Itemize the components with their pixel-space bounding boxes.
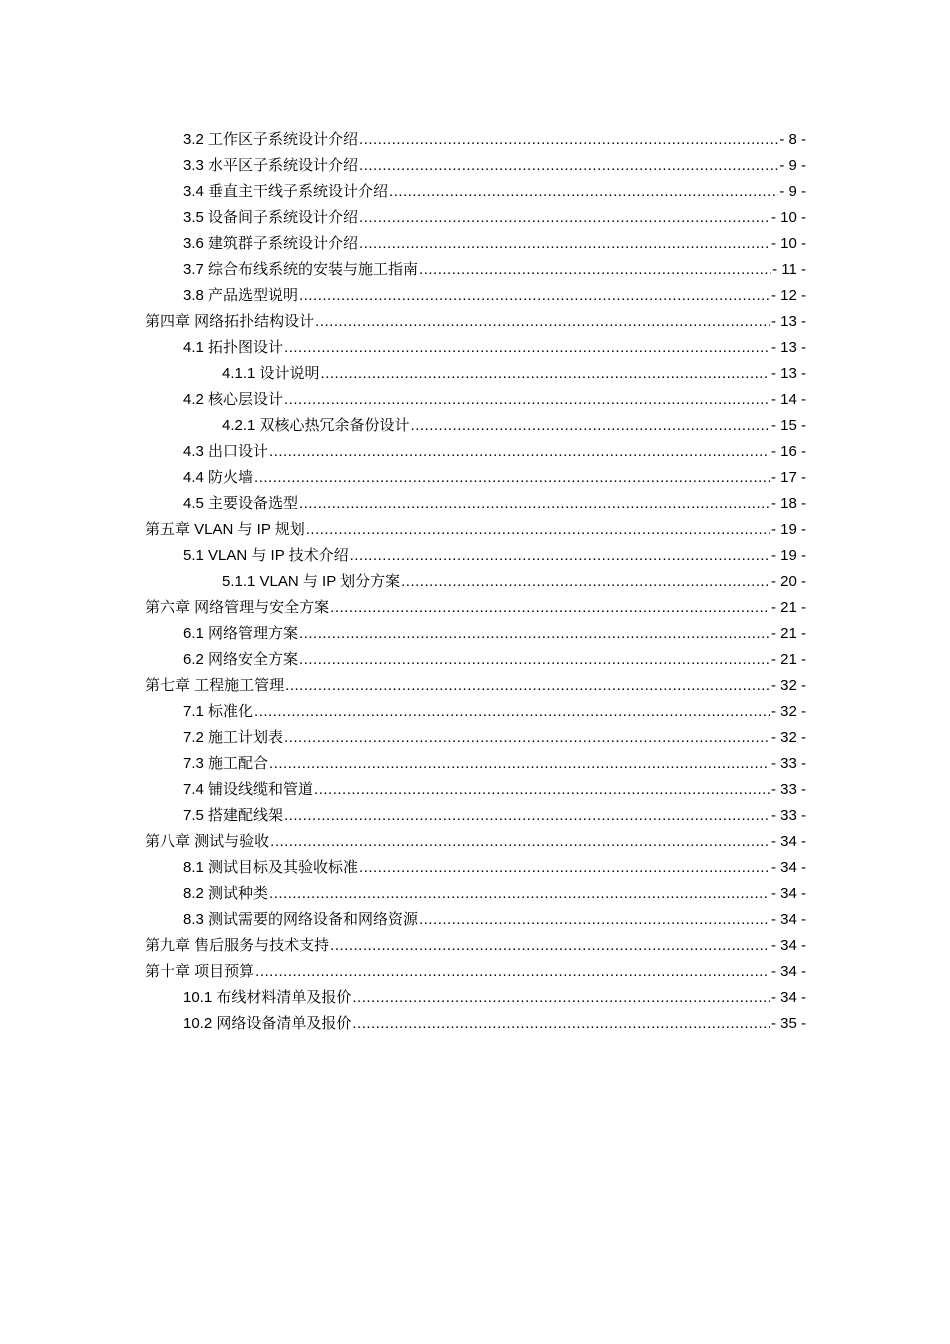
toc-entry-title: 4.4 防火墙 <box>183 469 254 486</box>
toc-entry[interactable] <box>145 543 806 569</box>
toc-entry[interactable] <box>145 959 806 985</box>
toc-entry-title: 3.5 设备间子系统设计介绍 <box>183 209 359 226</box>
toc-entry-title: 4.2.1 双核心热冗余备份设计 <box>222 417 410 434</box>
toc-entry[interactable] <box>145 595 806 621</box>
toc-entry-title: 3.3 水平区子系统设计介绍 <box>183 157 359 174</box>
toc-entry-page-number: - 19 - <box>770 521 806 538</box>
toc-entry-page-number: - 34 - <box>770 911 806 928</box>
toc-entry-title: 8.2 测试种类 <box>183 885 269 902</box>
toc-entry-page-number: - 34 - <box>770 937 806 954</box>
toc-dot-leader <box>352 1011 770 1037</box>
toc-entry-title: 第十章 项目预算 <box>145 963 255 980</box>
toc-dot-leader <box>299 491 770 517</box>
toc-entry-page-number: - 20 - <box>770 573 806 590</box>
toc-entry-title: 3.4 垂直主干线子系统设计介绍 <box>183 183 389 200</box>
toc-entry[interactable] <box>145 881 806 907</box>
toc-entry-title: 4.2 核心层设计 <box>183 391 284 408</box>
toc-entry[interactable] <box>145 933 806 959</box>
toc-entry-title: 第九章 售后服务与技术支持 <box>145 937 330 954</box>
toc-entry-title: 5.1.1 VLAN 与 IP 划分方案 <box>222 573 401 590</box>
toc-entry[interactable] <box>145 803 806 829</box>
toc-entry-page-number: - 12 - <box>770 287 806 304</box>
toc-entry[interactable] <box>145 699 806 725</box>
toc-dot-leader <box>254 465 770 491</box>
toc-entry[interactable] <box>145 413 806 439</box>
toc-entry[interactable] <box>145 387 806 413</box>
toc-dot-leader <box>254 699 770 725</box>
toc-dot-leader <box>419 257 771 283</box>
toc-dot-leader <box>299 647 770 673</box>
toc-entry[interactable] <box>145 153 806 179</box>
toc-entry-title: 第四章 网络拓扑结构设计 <box>145 313 315 330</box>
toc-entry-title: 7.3 施工配合 <box>183 755 269 772</box>
toc-entry-title: 5.1 VLAN 与 IP 技术介绍 <box>183 547 349 564</box>
toc-entry-title: 3.6 建筑群子系统设计介绍 <box>183 235 359 252</box>
toc-entry[interactable] <box>145 439 806 465</box>
toc-dot-leader <box>315 309 770 335</box>
toc-entry-title: 10.2 网络设备清单及报价 <box>183 1015 352 1032</box>
toc-entry-page-number: - 32 - <box>770 677 806 694</box>
toc-entry[interactable] <box>145 751 806 777</box>
toc-entry[interactable] <box>145 907 806 933</box>
toc-entry-page-number: - 33 - <box>770 755 806 772</box>
toc-entry-title: 第五章 VLAN 与 IP 规划 <box>145 521 305 538</box>
toc-entry[interactable] <box>145 985 806 1011</box>
toc-entry-title: 10.1 布线材料清单及报价 <box>183 989 352 1006</box>
toc-entry-title: 3.2 工作区子系统设计介绍 <box>183 131 359 148</box>
toc-entry-page-number: - 16 - <box>770 443 806 460</box>
toc-dot-leader <box>401 569 770 595</box>
toc-entry-page-number: - 33 - <box>770 807 806 824</box>
toc-entry-page-number: - 10 - <box>770 209 806 226</box>
toc-dot-leader <box>284 387 770 413</box>
toc-entry-title: 8.1 测试目标及其验收标准 <box>183 859 359 876</box>
toc-dot-leader <box>411 413 770 439</box>
toc-dot-leader <box>359 153 778 179</box>
toc-entry[interactable] <box>145 647 806 673</box>
toc-entry[interactable] <box>145 621 806 647</box>
toc-dot-leader <box>269 439 770 465</box>
toc-entry-page-number: - 34 - <box>770 989 806 1006</box>
toc-dot-leader <box>284 803 770 829</box>
toc-entry-page-number: - 34 - <box>770 963 806 980</box>
toc-entry-title: 6.1 网络管理方案 <box>183 625 299 642</box>
toc-entry[interactable] <box>145 361 806 387</box>
toc-entry[interactable] <box>145 257 806 283</box>
toc-entry-page-number: - 33 - <box>770 781 806 798</box>
toc-entry-page-number: - 14 - <box>770 391 806 408</box>
toc-entry-title: 7.5 搭建配线架 <box>183 807 284 824</box>
toc-dot-leader <box>284 725 770 751</box>
toc-dot-leader <box>330 595 770 621</box>
toc-dot-leader <box>299 621 770 647</box>
toc-entry[interactable] <box>145 283 806 309</box>
toc-entry-page-number: - 34 - <box>770 833 806 850</box>
table-of-contents <box>145 127 806 1037</box>
toc-entry[interactable] <box>145 855 806 881</box>
toc-entry-page-number: - 15 - <box>770 417 806 434</box>
toc-dot-leader <box>359 205 770 231</box>
toc-dot-leader <box>389 179 778 205</box>
toc-dot-leader <box>270 829 770 855</box>
toc-dot-leader <box>314 777 770 803</box>
toc-entry-page-number: - 32 - <box>770 703 806 720</box>
toc-entry-page-number: - 13 - <box>770 365 806 382</box>
toc-entry-title: 7.1 标准化 <box>183 703 254 720</box>
toc-entry[interactable] <box>145 725 806 751</box>
toc-entry[interactable] <box>145 1011 806 1037</box>
toc-entry-title: 7.2 施工计划表 <box>183 729 284 746</box>
toc-dot-leader <box>284 335 770 361</box>
toc-entry-page-number: - 13 - <box>770 313 806 330</box>
toc-entry[interactable] <box>145 127 806 153</box>
toc-dot-leader <box>330 933 770 959</box>
toc-entry-title: 6.2 网络安全方案 <box>183 651 299 668</box>
toc-dot-leader <box>255 959 770 985</box>
toc-entry-title: 4.3 出口设计 <box>183 443 269 460</box>
toc-entry[interactable] <box>145 673 806 699</box>
toc-dot-leader <box>321 361 770 387</box>
toc-entry-page-number: - 21 - <box>770 651 806 668</box>
toc-entry-page-number: - 34 - <box>770 859 806 876</box>
toc-entry-page-number: - 21 - <box>770 625 806 642</box>
toc-entry-page-number: - 17 - <box>770 469 806 486</box>
toc-dot-leader <box>359 855 770 881</box>
toc-dot-leader <box>359 231 770 257</box>
toc-dot-leader <box>269 881 770 907</box>
toc-entry-page-number: - 8 - <box>779 131 806 148</box>
toc-entry-title: 4.1 拓扑图设计 <box>183 339 284 356</box>
toc-entry[interactable] <box>145 179 806 205</box>
toc-entry-page-number: - 13 - <box>770 339 806 356</box>
toc-entry[interactable] <box>145 465 806 491</box>
toc-entry-page-number: - 9 - <box>779 183 806 200</box>
toc-dot-leader <box>350 543 770 569</box>
toc-entry[interactable] <box>145 569 806 595</box>
toc-dot-leader <box>306 517 770 543</box>
toc-entry-page-number: - 19 - <box>770 547 806 564</box>
toc-entry-page-number: - 35 - <box>770 1015 806 1032</box>
toc-dot-leader <box>269 751 770 777</box>
toc-entry[interactable] <box>145 205 806 231</box>
toc-entry[interactable] <box>145 491 806 517</box>
toc-entry-page-number: - 9 - <box>779 157 806 174</box>
toc-entry-page-number: - 21 - <box>770 599 806 616</box>
toc-entry-page-number: - 10 - <box>770 235 806 252</box>
toc-entry-title: 4.1.1 设计说明 <box>222 365 320 382</box>
toc-dot-leader <box>419 907 770 933</box>
toc-dot-leader <box>285 673 770 699</box>
toc-entry[interactable] <box>145 309 806 335</box>
toc-entry-title: 第六章 网络管理与安全方案 <box>145 599 330 616</box>
toc-entry-title: 3.7 综合布线系统的安装与施工指南 <box>183 261 419 278</box>
toc-entry-page-number: - 34 - <box>770 885 806 902</box>
toc-entry[interactable] <box>145 231 806 257</box>
toc-entry-title: 第七章 工程施工管理 <box>145 677 285 694</box>
toc-entry[interactable] <box>145 517 806 543</box>
toc-entry-title: 第八章 测试与验收 <box>145 833 270 850</box>
toc-entry-title: 8.3 测试需要的网络设备和网络资源 <box>183 911 419 928</box>
toc-entry-title: 3.8 产品选型说明 <box>183 287 299 304</box>
toc-entry-title: 7.4 铺设线缆和管道 <box>183 781 314 798</box>
toc-entry-page-number: - 18 - <box>770 495 806 512</box>
toc-entry-page-number: - 32 - <box>770 729 806 746</box>
toc-dot-leader <box>299 283 770 309</box>
toc-dot-leader <box>352 985 770 1011</box>
toc-entry-page-number: - 11 - <box>772 261 806 278</box>
toc-dot-leader <box>359 127 778 153</box>
toc-entry[interactable] <box>145 829 806 855</box>
toc-entry-title: 4.5 主要设备选型 <box>183 495 299 512</box>
toc-entry[interactable] <box>145 777 806 803</box>
toc-entry[interactable] <box>145 335 806 361</box>
